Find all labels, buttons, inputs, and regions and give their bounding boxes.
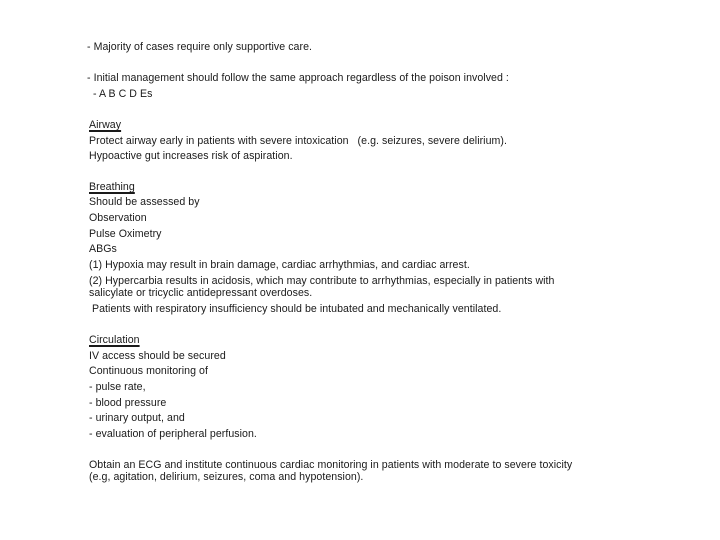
airway-heading: Airway <box>89 119 122 131</box>
breathing-line: (2) Hypercarbia results in acidosis, which may contribute to arrhythmias, especially in patients with <box>89 275 555 287</box>
airway-line: Hypoactive gut increases risk of aspiration. <box>89 150 293 162</box>
breathing-line: Should be assessed by <box>89 196 200 208</box>
circulation-line: - pulse rate, <box>89 381 146 393</box>
circulation-line: - urinary output, and <box>89 412 185 424</box>
breathing-line: salicylate or tricyclic antidepressant overdoses. <box>89 287 313 299</box>
circulation-line: Continuous monitoring of <box>89 365 208 377</box>
intro-supportive-care: - Majority of cases require only supportive care. <box>87 41 313 53</box>
breathing-line: (1) Hypoxia may result in brain damage, cardiac arrhythmias, and cardiac arrest. <box>89 259 470 271</box>
closing-line: Obtain an ECG and institute continuous cardiac monitoring in patients with moderate to severe toxicity <box>89 459 573 471</box>
circulation-heading: Circulation <box>89 334 140 346</box>
breathing-heading: Breathing <box>89 181 135 193</box>
circulation-line: - blood pressure <box>89 397 167 409</box>
intro-initial-management: - Initial management should follow the same approach regardless of the poison involved : <box>87 72 509 84</box>
breathing-line: Patients with respiratory insufficiency should be intubated and mechanically ventilated. <box>89 303 502 315</box>
breathing-line: Observation <box>89 212 147 224</box>
closing-line: (e.g, agitation, delirium, seizures, coma and hypotension). <box>89 471 364 483</box>
breathing-line: ABGs <box>89 243 117 255</box>
breathing-line: Pulse Oximetry <box>89 228 162 240</box>
airway-line: Protect airway early in patients with severe intoxication (e.g. seizures, severe delirium). <box>89 135 507 147</box>
circulation-line: - evaluation of peripheral perfusion. <box>89 428 257 440</box>
circulation-line: IV access should be secured <box>89 350 226 362</box>
intro-abcde: - A B C D Es <box>87 88 153 100</box>
